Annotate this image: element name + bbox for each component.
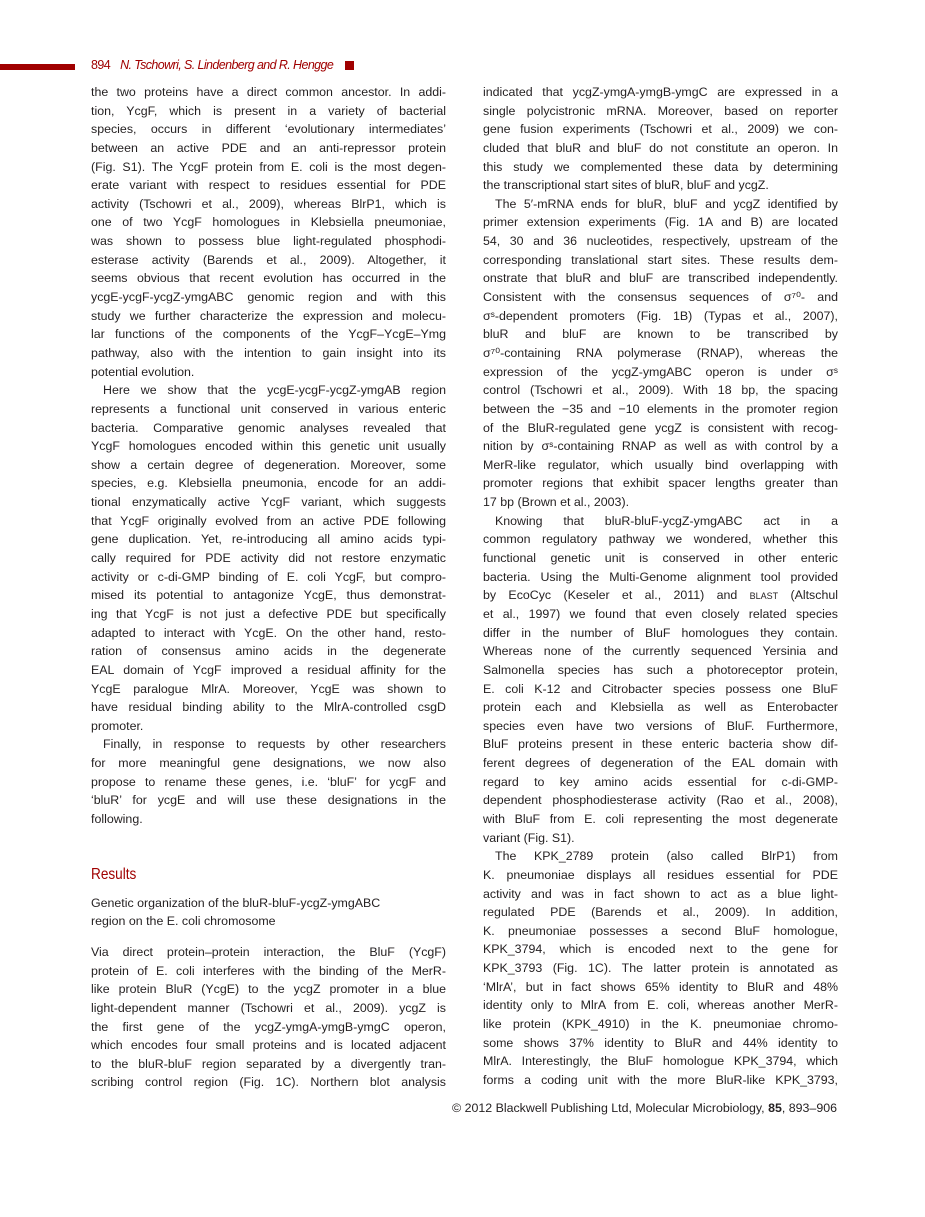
- text-line: control (Tschowri et al., 2009). With 18 bp, the spacing: [483, 383, 838, 398]
- text-line: erate variant with respect to residues essential for PDE: [91, 178, 446, 193]
- text-line: promoter regions that exhibit spacer lengths greater than: [483, 476, 838, 491]
- text-line: bacteria. Comparative genomic analyses revealed that: [91, 420, 446, 435]
- text-line: EAL domain of YcgF improved a residual affinity for the: [91, 662, 446, 677]
- text-line: bluR and bluF are known to be transcribed by: [483, 327, 838, 342]
- text-line: show a certain degree of degeneration. Moreover, some: [91, 457, 446, 472]
- text-line: protein each and Klebsiella as well as Enterobacter: [483, 700, 838, 715]
- text-line: following.: [91, 811, 143, 826]
- text-line: primer extension experiments (Fig. 1A and B) are located: [483, 215, 838, 230]
- text-line: Consistent with the consensus sequences of σ⁷⁰- and: [483, 290, 838, 305]
- text-line: differ in the number of BluF homologues they contain.: [483, 625, 838, 640]
- text-line: adapted to interact with YcgE. On the other hand, resto-: [91, 625, 446, 640]
- text-line: the two proteins have a direct common ancestor. In addi-: [91, 85, 446, 99]
- text-line: seems obvious that recent evolution has occurred in the: [91, 271, 446, 286]
- text-line: lar functions of the components of the YcgF–YcgE–Ymg: [91, 327, 446, 342]
- text-line: potential evolution.: [91, 364, 195, 379]
- text-line: ‘bluR’ for ycgE and will use these designations in the: [91, 793, 446, 808]
- paragraph: [483, 512, 838, 848]
- text-line: Finally, in response to requests by other researchers: [103, 737, 446, 752]
- text-line: et al., 1997) we found that even closely related species: [483, 606, 838, 621]
- text-line: σ⁷⁰-containing RNA polymerase (RNAP), whereas the: [483, 345, 838, 360]
- text-line: functional genetic unit is conserved in other enteric: [483, 551, 838, 566]
- header-rule: [0, 64, 75, 70]
- paragraph: [91, 735, 446, 828]
- text-line: onstrate that bluR and bluF are transcribed independently.: [483, 271, 838, 286]
- text-line: the first gene of the ycgZ-ymgA-ymgB-ymgC operon,: [91, 1019, 446, 1034]
- text-line: gene fusion experiments (Tschowri et al., 2009) we con-: [483, 122, 838, 137]
- text-line: tional enzymatically active YcgF variant, which suggests: [91, 495, 446, 510]
- text-line: MerR-like regulator, which usually bind overlapping with: [483, 457, 838, 472]
- text-line: BluF proteins present in these enteric bacteria show dif-: [483, 737, 838, 752]
- text-line: for more meaningful gene designations, we now also: [91, 756, 446, 771]
- text-line: Salmonella species has such a photoreceptor protein,: [483, 662, 838, 677]
- text-line: ‘MlrA’, but in fact shows 65% identity to BluR and 48%: [483, 979, 838, 994]
- text-line: Knowing that bluR-bluF-ycgZ-ymgABC act in a: [495, 513, 838, 528]
- text-line: with BluF from E. coli representing the most degenerate: [483, 811, 838, 826]
- text-line: that YcgF originally evolved from an active PDE following: [91, 513, 446, 528]
- text-line: σˢ-dependent promoters (Fig. 1B) (Typas et al., 2007),: [483, 308, 838, 323]
- right-column: [483, 83, 838, 1090]
- text-line: identity only to MlrA from E. coli, whereas another MerR-: [483, 998, 838, 1013]
- text-line: variant (Fig. S1).: [483, 830, 575, 845]
- paragraph: [483, 847, 838, 1089]
- text-line: K. pneumoniae possesses a second BluF homologue,: [483, 923, 838, 938]
- text-line: YcgF homologues encoded within this genetic unit usually: [91, 439, 446, 454]
- left-paragraphs-after: [91, 943, 446, 1092]
- paragraph: [91, 83, 446, 381]
- text-line: dependent phosphodiesterase activity (Rao et al., 2008),: [483, 793, 838, 808]
- footer-pages: , 893–906: [781, 1101, 837, 1115]
- text-line: regulated PDE (Barends et al., 2009). In addition,: [483, 905, 838, 920]
- text-line: tion, YcgF, which is present in a variety of bacterial: [91, 103, 446, 118]
- text-line: MlrA. Interestingly, the BluF homologue KPK_3794, which: [483, 1054, 838, 1069]
- text-line: the transcriptional start sites of bluR, bluF and ycgZ.: [483, 178, 769, 193]
- text-line: Here we show that the ycgE-ycgF-ycgZ-ymgAB region: [103, 383, 446, 398]
- text-line: to the bluR-bluF region separated by a divergently tran-: [91, 1056, 446, 1071]
- text-line: between an active PDE and an anti-repressor protein: [91, 140, 446, 155]
- text-line: 17 bp (Brown et al., 2003).: [483, 495, 630, 510]
- paragraph: [483, 83, 838, 195]
- text-line: cluded that bluR and bluF do not constitute an operon. In: [483, 140, 838, 155]
- text-line: The 5′-mRNA ends for bluR, bluF and ycgZ identified by: [495, 196, 838, 211]
- text-line: which encodes four small proteins and is located adjacent: [91, 1038, 446, 1053]
- paragraph: [91, 381, 446, 735]
- text-line: bacteria. Using the Multi-Genome alignment tool provided: [483, 569, 838, 584]
- text-line: species, occurs in different ‘evolutionary intermediates’: [91, 122, 446, 137]
- text-line: KPK_3793 (Fig. 1C). The latter protein is annotated as: [483, 961, 838, 976]
- text-line: ration of consensus amino acids in the degenerate: [91, 644, 446, 659]
- section-heading-results: Results: [91, 865, 137, 883]
- text-line: by EcoCyc (Keseler et al., 2011) and blast (Altschul: [483, 588, 838, 603]
- text-line: Whereas none of the currently sequenced Yersinia and: [483, 644, 838, 659]
- text-line: activity (Tschowri et al., 2009), whereas BlrP1, which is: [91, 196, 446, 211]
- text-line: esterase activity (Barends et al., 2009). Altogether, it: [91, 252, 446, 267]
- paragraph: [483, 195, 838, 512]
- text-line: mised its potential to antagonize YcgE, thus demonstrat-: [91, 588, 446, 603]
- text-line: species even have two versions of BluF. Furthermore,: [483, 718, 838, 733]
- text-line: K. pneumoniae displays all residues essential for PDE: [483, 867, 838, 882]
- text-line: protein of E. coli interferes with the binding of the MerR-: [91, 963, 446, 978]
- text-line: species, e.g. Klebsiella pneumonia, encode for an addi-: [91, 476, 446, 491]
- text-line: 54, 30 and 36 nucleotides, respectively, upstream of the: [483, 234, 838, 249]
- text-line: cally required for PDE activity did not restore enzymatic: [91, 551, 446, 566]
- text-line: some shows 37% identity to BluR and 44% identity to: [483, 1035, 838, 1050]
- text-line: ing that YcgF is not just a defective PDE but specifically: [91, 606, 446, 621]
- footer-text: © 2012 Blackwell Publishing Ltd, Molecular Microbiology,: [452, 1101, 769, 1115]
- text-line: common regulatory pathway we wondered, whether this: [483, 532, 838, 547]
- text-line: between the −35 and −10 elements in the promoter region: [483, 401, 838, 416]
- text-line: light-dependent manner (Tschowri et al., 2009). ycgZ is: [91, 1000, 446, 1015]
- text-line: this study we complemented these data by determining: [483, 159, 838, 174]
- text-line: have residual binding ability to the MlrA-controlled csgD: [91, 700, 446, 715]
- text-line: E. coli K-12 and Citrobacter species possess one BluF: [483, 681, 838, 696]
- text-line: one of two YcgF homologues in Klebsiella pneumoniae,: [91, 215, 446, 230]
- left-paragraphs-before: [91, 83, 446, 829]
- text-line: YcgE paralogue MlrA. Moreover, YcgE was shown to: [91, 681, 446, 696]
- subheading-line: region on the E. coli chromosome: [91, 914, 276, 929]
- text-line: indicated that ycgZ-ymgA-ymgB-ymgC are expressed in a: [483, 85, 838, 99]
- text-line: ferent degrees of degeneration of the EAL domain with: [483, 756, 838, 771]
- text-line: was shown to possess blue light-regulated phosphodi-: [91, 234, 446, 249]
- text-line: like protein (KPK_4910) in the K. pneumoniae chromo-: [483, 1017, 838, 1032]
- copyright-footer: [452, 1101, 837, 1115]
- text-line: corresponding translational start sites. These results dem-: [483, 252, 838, 267]
- text-line: (Fig. S1). The YcgF protein from E. coli is the most degen-: [91, 159, 446, 174]
- text-line: like protein BluR (YcgE) to the ycgZ promoter in a blue: [91, 982, 446, 997]
- text-line: gene duplication. Yet, re-introducing all amino acids typi-: [91, 532, 446, 547]
- text-line: KPK_3794, which is encoded next to the gene for: [483, 942, 838, 957]
- text-line: of the BluR-regulated gene ycgZ is consistent with recog-: [483, 420, 838, 435]
- text-line: propose to rename these genes, i.e. ‘bluF’ for ycgF and: [91, 774, 446, 789]
- subsection-heading: [91, 894, 446, 931]
- text-line: study we further characterize the expression and molecu-: [91, 308, 446, 323]
- text-line: The KPK_2789 protein (also called BlrP1) from: [495, 849, 838, 864]
- header-authors: N. Tschowri, S. Lindenberg and R. Hengge: [120, 58, 334, 72]
- text-line: single polycistronic mRNA. Moreover, based on reporter: [483, 103, 838, 118]
- text-line: activity and was in fact shown to act as a blue light-: [483, 886, 838, 901]
- text-line: nition by σˢ-containing RNAP as well as with control by a: [483, 439, 838, 454]
- right-paragraphs: [483, 83, 838, 1090]
- footer-volume: 85: [768, 1101, 782, 1115]
- page-number: 894: [91, 58, 111, 72]
- text-line: pathway, also with the intention to gain insight into its: [91, 345, 446, 360]
- text-line: expression of the ycgZ-ymgABC operon is under σˢ: [483, 364, 838, 379]
- text-line: forms a coding unit with the more BluR-like KPK_3793,: [483, 1072, 838, 1087]
- header-square-marker: [345, 61, 354, 70]
- text-line: scribing control region (Fig. 1C). Northern blot analysis: [91, 1075, 446, 1090]
- text-line: promoter.: [91, 718, 144, 733]
- text-line: activity or c-di-GMP binding of E. coli YcgF, but compro-: [91, 569, 446, 584]
- text-line: regard to key amino acids essential for c-di-GMP-: [483, 774, 838, 789]
- subheading-line: Genetic organization of the bluR-bluF-ycgZ-ymgABC: [91, 895, 381, 910]
- paragraph: [91, 943, 446, 1092]
- running-header: [91, 58, 354, 72]
- text-line: Via direct protein–protein interaction, the BluF (YcgF): [91, 944, 446, 959]
- text-line: ycgE-ycgF-ycgZ-ymgABC genomic region and with this: [91, 290, 446, 305]
- text-line: represents a functional unit conserved in various enteric: [91, 401, 446, 416]
- left-column: [91, 83, 446, 1092]
